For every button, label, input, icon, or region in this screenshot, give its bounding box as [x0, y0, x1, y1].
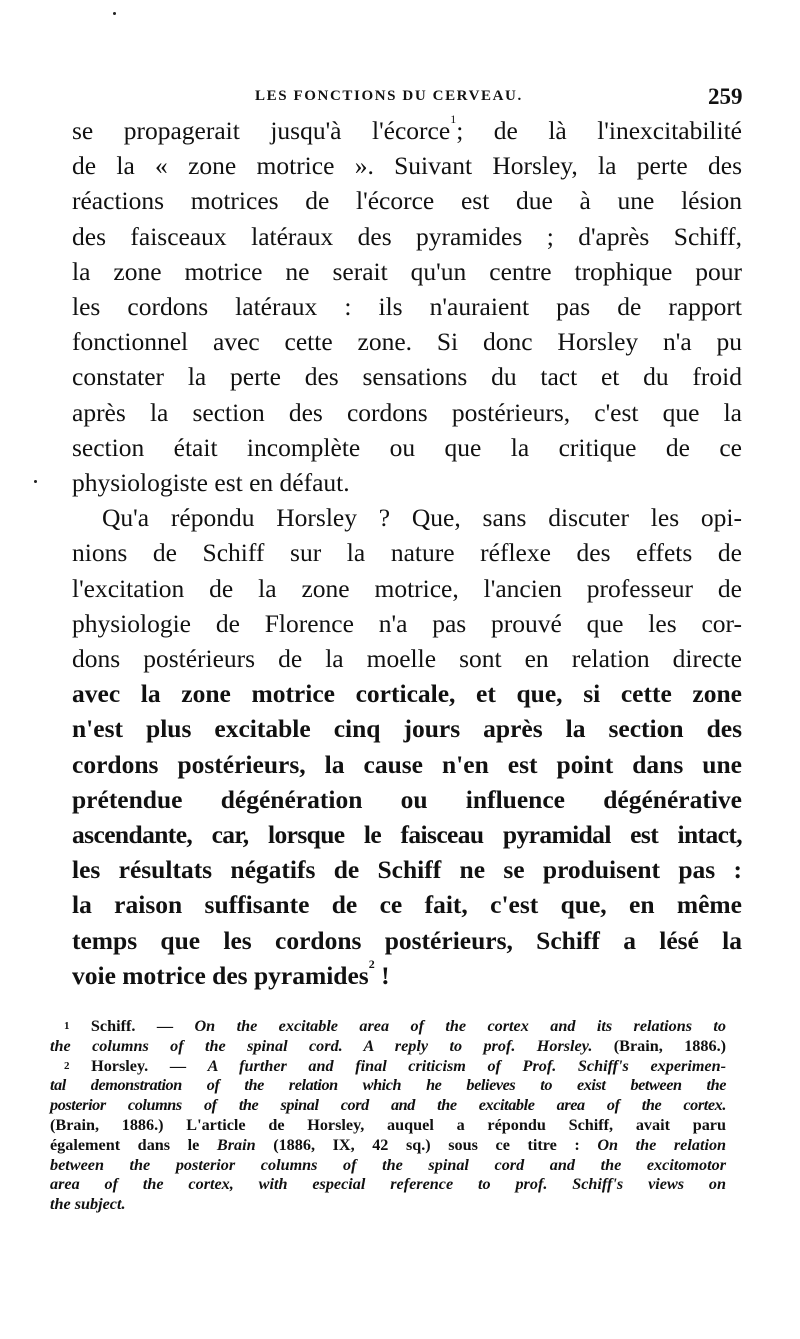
footnotes [50, 1017, 726, 1215]
running-head: LES FONCTIONS DU CERVEAU. [255, 88, 523, 104]
footnote-line: area of the cortex, with especial reference to prof. Schiff's views on [50, 1175, 726, 1194]
text-line: la zone motrice ne serait qu'un centre trophique pour [72, 256, 742, 286]
text-line: fonctionnel avec cette zone. Si donc Horsley n'a pu [72, 327, 742, 357]
text-line: voie motrice des pyramides$^2$ ! [72, 956, 390, 990]
footnote-line: posterior columns of the spinal cord and the excitable area of the cortex. [50, 1096, 726, 1115]
paragraph-2 [72, 500, 742, 993]
footnote-line: $^1$ Schiff. — On the excitable area of the cortex and its relations to [64, 1017, 727, 1035]
text-line: avec la zone motrice corticale, et que, si cette zone [72, 679, 742, 709]
text-line: constater la perte des sensations du tact et du froid [72, 362, 742, 392]
page-speck [34, 480, 37, 483]
footnote-1 [50, 1017, 726, 1057]
footnote-line: (Brain, 1886.) L'article de Horsley, auquel a répondu Schiff, avait paru [50, 1115, 726, 1134]
text-line: n'est plus excitable cinq jours après la section des [72, 714, 742, 744]
page-number: 259 [708, 84, 743, 109]
text-line: physiologiste est en défaut. [72, 468, 350, 498]
paragraph-1 [72, 113, 742, 500]
footnote-line: between the posterior columns of the spinal cord and the excitomotor [50, 1155, 726, 1174]
footnote-2 [50, 1057, 726, 1215]
footnote-line: the subject. [50, 1195, 126, 1214]
text-line: se propagerait jusqu'à l'écorce$^1$; de là l'inexcitabilité [72, 112, 742, 145]
footnote-line: également dans le Brain (1886, IX, 42 sq.) sous ce titre : On the relation [50, 1135, 727, 1154]
footnote-line: $^2$ Horsley. — A further and final criticism of Prof. Schiff's experimen- [64, 1056, 726, 1075]
footnote-line: the columns of the spinal cord. A reply to prof. Horsley. (Brain, 1886.) [50, 1036, 727, 1055]
page-speck [113, 12, 116, 15]
text-line: cordons postérieurs, la cause n'en est point dans une [72, 749, 742, 779]
text-line: de la « zone motrice ». Suivant Horsley, la perte des [72, 151, 742, 181]
text-line: les résultats négatifs de Schiff ne se produisent pas : [72, 855, 742, 885]
text-line: ascendante, car, lorsque le faisceau pyramidal est intact, [72, 820, 742, 850]
footnote-line: tal demonstration of the relation which he believes to exist between the [50, 1076, 726, 1095]
text-line: nions de Schiff sur la nature réflexe des effets de [72, 538, 742, 568]
footnote-ref-2: 2 [368, 956, 375, 971]
text-line: des faisceaux latéraux des pyramides ; d'après Schiff, [72, 221, 742, 251]
footnote-ref-1: 1 [450, 112, 457, 126]
text-line: prétendue dégénération ou influence dégénérative [72, 784, 742, 814]
text-line: physiologie de Florence n'a pas prouvé que les cor- [72, 608, 742, 638]
text-line: les cordons latéraux : ils n'auraient pas de rapport [72, 292, 742, 322]
text-line: réactions motrices de l'écorce est due à une lésion [72, 186, 742, 216]
text-line: section était incomplète ou que la critique de ce [72, 432, 742, 462]
body-text [72, 113, 742, 993]
text-line: après la section des cordons postérieurs, c'est que la [72, 397, 742, 427]
text-line: l'excitation de la zone motrice, l'ancien professeur de [72, 573, 742, 603]
text-line: la raison suffisante de ce fait, c'est que, en même [72, 890, 742, 920]
text-line: dons postérieurs de la moelle sont en relation directe [72, 644, 742, 674]
text-line: temps que les cordons postérieurs, Schiff a lésé la [72, 925, 742, 955]
text-line: Qu'a répondu Horsley ? Que, sans discuter les opi- [102, 503, 742, 533]
